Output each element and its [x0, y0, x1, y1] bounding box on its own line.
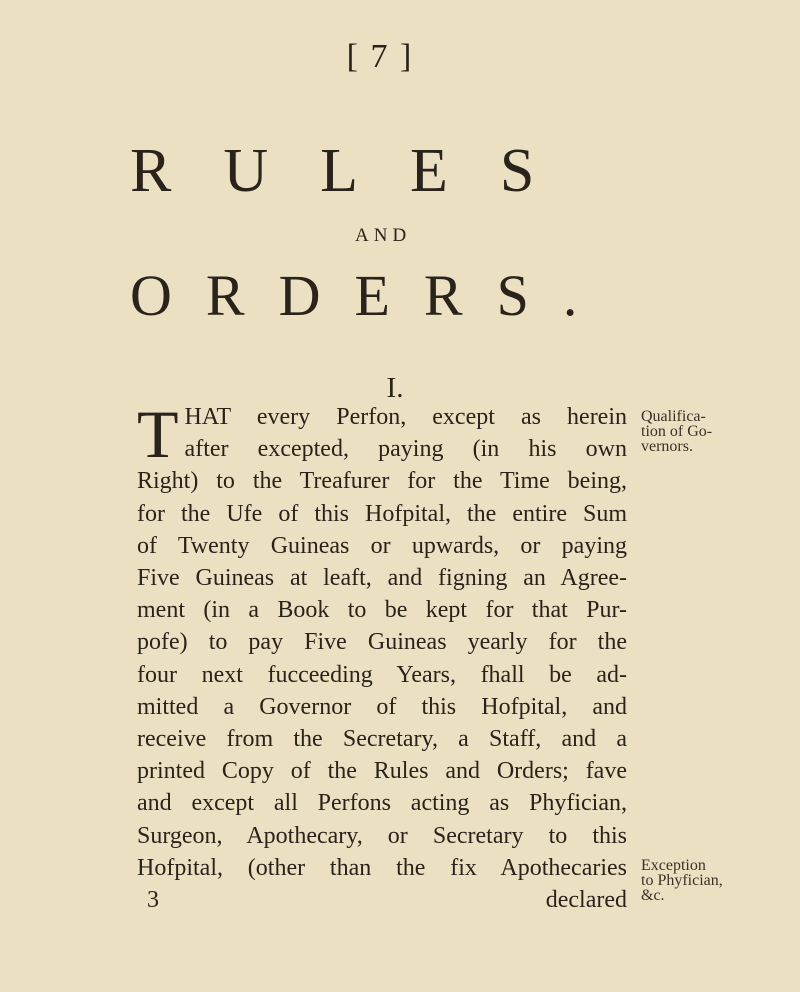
title-and: AND: [355, 225, 412, 246]
body-line: after excepted, paying (in his own: [184, 436, 627, 463]
margin-note-qualification: [641, 409, 791, 454]
rule-text: [137, 396, 627, 916]
body-line: Surgeon, Apothecary, or Secretary to this: [137, 822, 627, 849]
body-line: and except all Perfons acting as Phyfician,: [137, 790, 627, 817]
body-line: ment (in a Book to be kept for that Pur-: [137, 597, 627, 624]
signature-mark: 3: [147, 887, 159, 914]
margin-note-line: Qualifica-: [641, 408, 706, 425]
body-line: four next fucceeding Years, fhall be ad-: [137, 661, 627, 688]
body-line: printed Copy of the Rules and Orders; fave: [137, 758, 627, 785]
drop-cap: T: [137, 396, 179, 472]
margin-note-line: vernors.: [641, 438, 693, 455]
page-footer: [137, 884, 627, 916]
body-line: Hofpital, (other than the fix Apothecaries: [137, 854, 627, 881]
body-line: of Twenty Guineas or upwards, or paying: [137, 532, 627, 559]
body-line: Five Guineas at leaft, and figning an Agree-: [137, 565, 627, 592]
catchword: declared: [545, 887, 627, 914]
margin-note-line: to Phyfician,: [641, 872, 723, 889]
margin-note-exception: [641, 858, 791, 903]
body-line: Right) to the Treafurer for the Time being,: [137, 468, 627, 495]
title-orders: ORDERS.: [130, 263, 612, 328]
body-line: mitted a Governor of this Hofpital, and: [137, 693, 627, 720]
body-line: HAT every Perfon, except as herein: [184, 404, 627, 430]
body-line: for the Ufe of this Hofpital, the entire Sum: [137, 500, 627, 527]
margin-note-line: tion of Go-: [641, 423, 713, 440]
body-line: receive from the Secretary, a Staff, and a: [137, 726, 627, 753]
section-number: I.: [386, 372, 404, 404]
margin-note-line: Exception: [641, 857, 706, 874]
title-rules: RULES: [130, 137, 587, 205]
margin-note-line: &c.: [641, 887, 665, 904]
page-number: [ 7 ]: [346, 38, 414, 75]
body-line: pofe) to pay Five Guineas yearly for the: [137, 629, 627, 656]
